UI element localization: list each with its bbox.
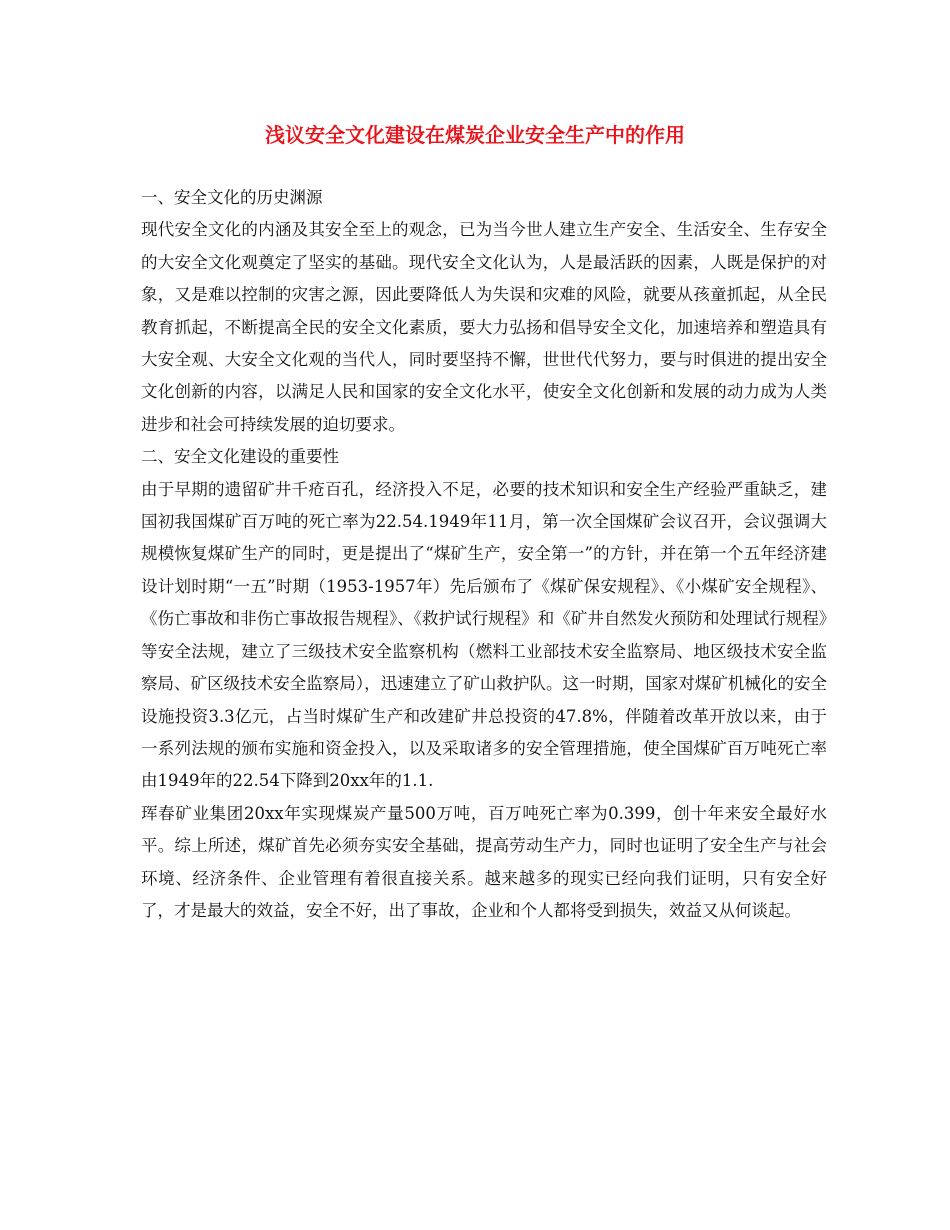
document-body <box>141 182 827 927</box>
paragraph-history: 现代安全文化的内涵及其安全至上的观念，已为当今世人建立生产安全、生活安全、生存安全的大安全文化观奠定了坚实的基础。现代安全文化认为，人是最活跃的因素，人既是保护的对象，又是难以控制的灾害之源，因此要降低人为失误和灾难的风险，就要从孩童抓起，从全民教育抓起，不断提高全民的安全文化素质，要大力弘扬和倡导安全文化，加速培养和塑造具有大安全观、大安全文化观的当代人，同时要坚持不懈，世世代代努力，要与时俱进的提出安全文化创新的内容，以满足人民和国家的安全文化水平，使安全文化创新和发展的动力成为人类进步和社会可持续发展的迫切要求。 <box>141 220 827 434</box>
section-heading-history: 一、安全文化的历史渊源 <box>141 188 323 207</box>
document-title: 浅议安全文化建设在煤炭企业安全生产中的作用 <box>265 123 685 147</box>
paragraph-importance-1: 由于早期的遗留矿井千疮百孔，经济投入不足，必要的技术知识和安全生产经验严重缺乏，建国初我国煤矿百万吨的死亡率为22.54.1949年11月，第一次全国煤矿会议召开，会议强调大规模恢复煤矿生产的同时，更是提出了“煤矿生产，安全第一”的方针，并在第一个五年经济建设计划时期“一五”时期（1953-1957年）先后颁布了《煤矿保安规程》、《小煤矿安全规程》、《伤亡事故和非伤亡事故报告规程》、《救护试行规程》和《矿井自然发火预防和处理试行规程》等安全法规，建立了三级技术安全监察机构（燃料工业部技术安全监察局、地区级技术安全监察局、矿区级技术安全监察局），迅速建立了矿山救护队。这一时期，国家对煤矿机械化的安全设施投资3.3亿元，占当时煤矿生产和改建矿井总投资的47.8%，伴随着改革开放以来，由于一系列法规的颁布实施和资金投入，以及采取诸多的安全管理措施，使全国煤矿百万吨死亡率由1949年的22.54下降到20xx年的1.1. <box>141 479 827 791</box>
section-heading-importance: 二、安全文化建设的重要性 <box>141 447 339 467</box>
paragraph-importance-2: 珲春矿业集团20xx年实现煤炭产量500万吨，百万吨死亡率为0.399，创十年来安全最好水平。综上所述，煤矿首先必须夯实安全基础，提高劳动生产力，同时也证明了安全生产与社会环境、经济条件、企业管理有着很直接关系。越来越多的现实已经向我们证明，只有安全好了，才是最大的效益，安全不好，出了事故，企业和个人都将受到损失，效益又从何谈起。 <box>141 803 827 920</box>
